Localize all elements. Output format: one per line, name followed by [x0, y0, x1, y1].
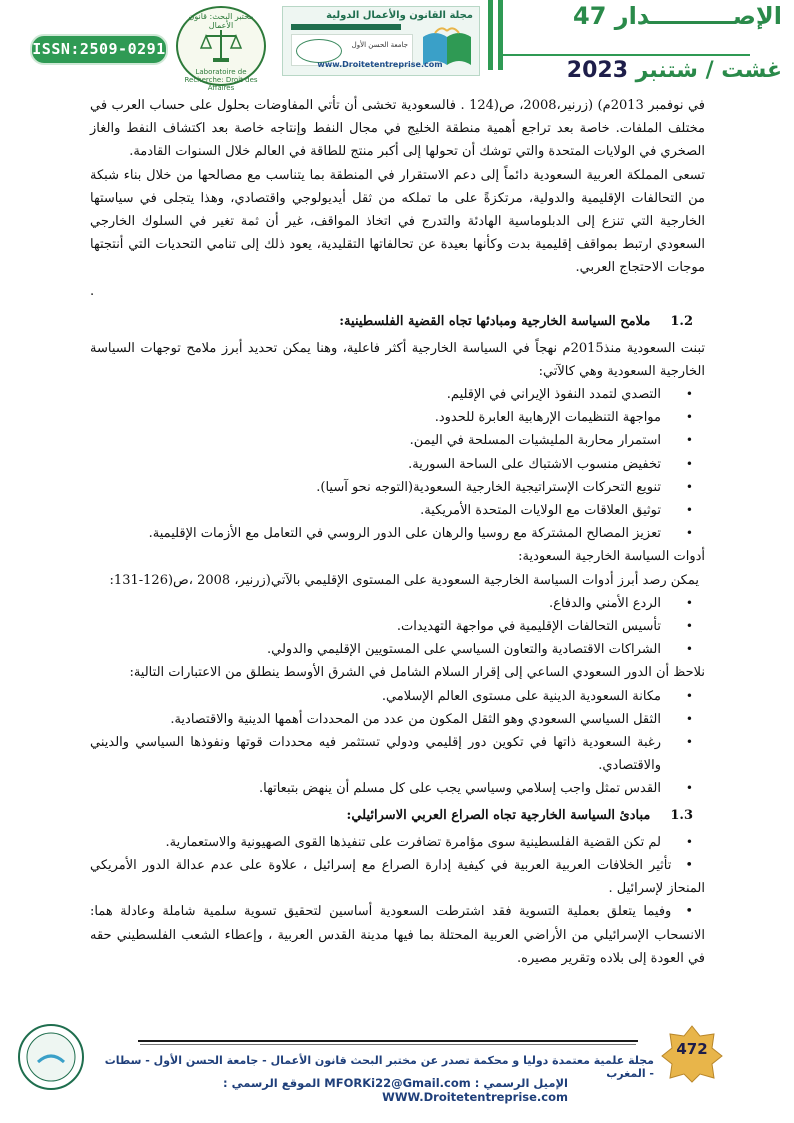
paragraph: في نوفمبر 2013م) (زرنير،2008، ص(124 . فالسعودية تخشى أن تأتي المفاوضات بحلول على حساب العرب في مختلف الملفات. خاصة بعد تراجع أهمية منطقة الخليج في مجال النفط وإنتاجه خاصة بعد اكتشاف النفط والغاز الصخري في الولايات المتحدة والتي توشك أن تحولها إلى أكبر منتج للطاقة في العالم خلال السنوات القادمة. [90, 98, 706, 160]
features-list [90, 383, 705, 545]
section-number: 1.2 [670, 313, 693, 329]
list-item: • التصدي لتمدد النفوذ الإيراني في الإقليم. [446, 387, 693, 403]
list-item: • توثيق العلاقات مع الولايات المتحدة الأمريكية. [420, 503, 693, 519]
page-header [0, 0, 794, 92]
footer-rule [138, 1040, 638, 1042]
footer-contact-line: الإميل الرسمي : MFORKi22@Gmail.com الموقع الرسمي : WWW.Droitetentreprise.com [223, 1076, 568, 1104]
lab-logo-text: مختبر البحث: قانون الأعمال [188, 12, 254, 30]
issue-date [510, 58, 782, 83]
lab-logo-subtext: Laboratoire de Recherche: Droit des Affaires [184, 68, 258, 92]
list-item: • الشراكات الاقتصادية والتعاون السياسي على المستويين الإقليمي والدولي. [266, 642, 693, 658]
list-item: • الردع الأمني والدفاع. [548, 595, 693, 611]
list-item: • القدس تمثل واجب إسلامي وسياسي يجب على كل مسلم أن ينهض بتبعاتها. [259, 781, 693, 797]
journal-url: www.Droitetentreprise.com [317, 60, 443, 69]
list-item: • استمرار محاربة المليشيات المسلحة في اليمن. [409, 433, 693, 449]
list-item: • الثقل السياسي السعودي وهو الثقل المكون من عدد من المحددات أهمها الدينية والاقتصادية. [170, 711, 693, 727]
bullet-paragraph: •تأثير الخلافات العربية العربية في كيفية إدارة الصراع مع إسرائيل ، علاوة على عدم عدالة الدور الأمريكي المنحاز لإسرائيل . [90, 857, 705, 897]
list-item: • تأسيس التحالفات الإقليمية في مواجهة التهديدات. [396, 619, 693, 635]
list-item: • مواجهة التنظيمات الإرهابية العابرة للحدود. [434, 410, 693, 426]
paragraph: تسعى المملكة العربية السعودية دائماً إلى دعم الاستقرار في المنطقة بما يتناسب مع مصالحها من خلال بناء شبكة من التحالفات الإقليمية والدولية، مرتكزةً على ما تملكه من ثقل أيديولوجي واقتصادي، وهذا يتجلى في سياستها الخارجية التي تنزع إلى الدبلوماسية الهادئة والتدرج في اتخاذ المواقف، غير أن ثمة تغير في السلوك الخارجي السعودي ارتبط بمواقف إقليمية بدت وكأنها بعيدة عن تحالفاتها التقليدية، يعود ذلك إلى تنامي التحديات التي أنتجتها موجات الاحتجاج العربي. [90, 167, 705, 276]
journal-title: مجلة القانون والأعمال الدولية [326, 10, 473, 21]
paragraph: يمكن رصد أبرز أدوات السياسة الخارجية السعودية على المستوى الإقليمي بالآتي(زرنير، 2008 ،ص(126-131: [109, 572, 699, 588]
header-divider-bars [486, 0, 506, 70]
section-title: ملامح السياسة الخارجية ومبادئها تجاه القضية الفلسطينية: [339, 313, 651, 329]
tools-list [90, 592, 705, 662]
lab-logo [176, 6, 266, 92]
issue-number: الإصــــــــــدار 47 [573, 2, 782, 30]
list-item: • لم تكن القضية الفلسطينية سوى مؤامرة تضافرت على تنفيذها القوى الصهيونية والاستعمارية. [165, 834, 693, 850]
page-number: 472 [676, 1040, 708, 1058]
section-number: 1.3 [670, 807, 693, 823]
footer-rule-thin [140, 1044, 636, 1045]
scale-of-justice-icon [200, 26, 242, 64]
bullet-paragraph: •وفيما يتعلق بعملية التسوية فقد اشترطت السعودية أساسين لتحقيق تسوية سلمية شاملة وعادلة هما: الانسحاب الإسرائيلي من الأراضي العربية المحتلة بما فيها مدينة القدس العربية ، وإعطاء الشعب الفلسطيني حقه في العودة إلى بلاده وتقرير مصيره. [90, 904, 705, 966]
footer-journal-line: مجلة علمية معتمدة دوليا و محكمة تصدر عن مختبر البحث قانون الأعمال - جامعة الحسن الأول - سطات - المغرب [104, 1054, 654, 1080]
journal-band [291, 24, 401, 30]
section-heading [90, 303, 705, 337]
page-footer [0, 1020, 794, 1123]
subheading: أدوات السياسة الخارجية السعودية: [518, 549, 705, 565]
issn-badge: ISSN:2509-0291 [30, 34, 168, 65]
list-item: • مكانة السعودية الدينية على مستوى العالم الإسلامي. [381, 688, 693, 704]
paragraph: نلاحظ أن الدور السعودي الساعي إلى إقرار السلام الشامل في الشرق الأوسط ينطلق من الاعتبارات التالية: [129, 665, 705, 681]
list-item: • تخفيض منسوب الاشتباك على الساحة السورية. [408, 456, 693, 472]
stray-dot: . [90, 283, 95, 299]
paragraph: تبنت السعودية منذ2015م نهجاً في السياسة الخارجية أكثر فاعلية، وهنا يمكن تحديد أبرز ملامح توجهات السياسة الخارجية السعودية وهي كالآتي: [90, 340, 705, 379]
seal-icon [16, 1022, 86, 1092]
list-item: • رغبة السعودية ذاتها في تكوين دور إقليمي ودولي تستثمر فيه محددات قوتها ونفوذها السياسي والديني والاقتصادي. [90, 735, 693, 774]
issue-months: غشت / شتنبر [635, 58, 782, 83]
principles-list [90, 831, 705, 854]
list-item: • تنويع التحركات الإستراتيجية الخارجية السعودية(التوجه نحو آسيا). [316, 479, 693, 495]
issue-year: 2023 [566, 58, 628, 83]
section-heading [90, 801, 705, 831]
considerations-list [90, 685, 705, 801]
journal-subtitle: جامعة الحسن الأول [351, 41, 408, 49]
article-body [90, 94, 705, 970]
header-rule [500, 54, 750, 56]
section-title: مبادئ السياسة الخارجية تجاه الصراع العربي الاسرائيلي: [346, 807, 651, 823]
list-item: • تعزيز المصالح المشتركة مع روسيا والرهان على الدور الروسي في التعامل مع الأزمات الإقليمية. [148, 526, 693, 542]
